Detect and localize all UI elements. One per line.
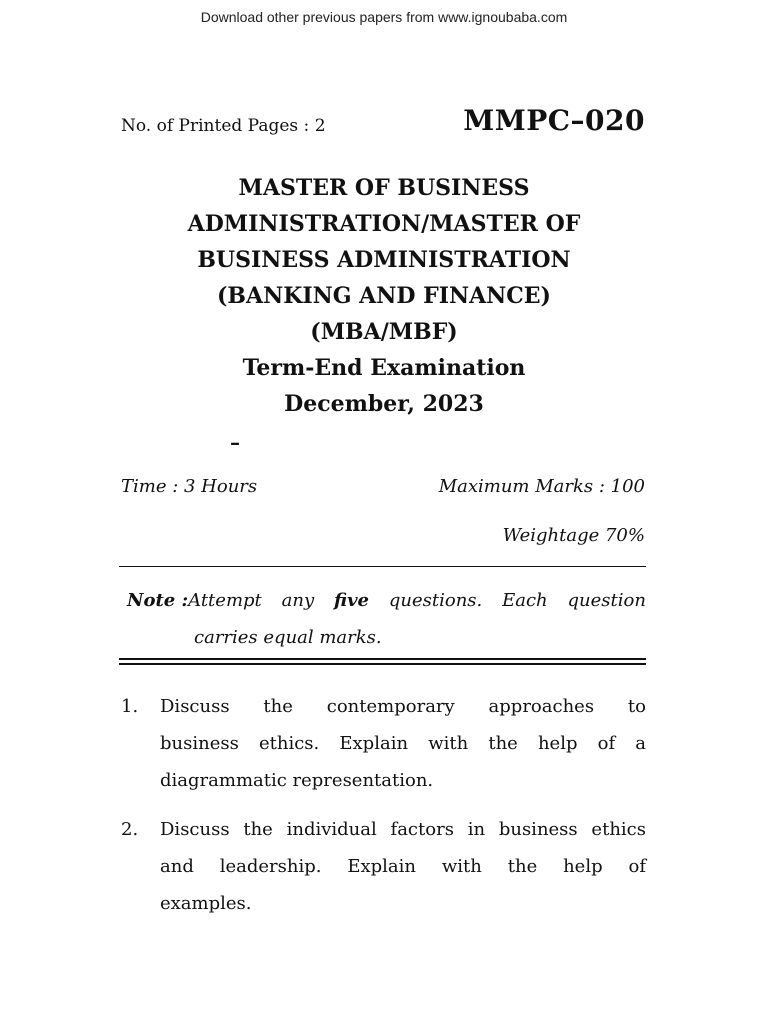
note-word: question — [567, 590, 646, 611]
note-word: questions. — [388, 590, 483, 611]
question-text-line: Discuss the contemporary approaches to — [160, 696, 646, 717]
question-text-line: Discuss the individual factors in business ethics — [160, 819, 646, 840]
double-divider — [119, 658, 646, 665]
question-list — [121, 688, 646, 934]
weightage: Weightage 70% — [502, 525, 645, 546]
note-word: any — [281, 590, 315, 611]
note-first-line — [127, 582, 646, 619]
title-line: ADMINISTRATION/MASTER OF — [187, 211, 581, 237]
question-text-line: diagrammatic representation. — [160, 770, 434, 791]
download-banner: Download other previous papers from www.ignoubaba.com — [200, 9, 568, 25]
note-label: Note : — [127, 590, 189, 611]
title-line: MASTER OF BUSINESS — [238, 175, 530, 201]
maximum-marks: Maximum Marks : 100 — [438, 476, 645, 497]
exam-title — [0, 170, 768, 422]
question-number: 1. — [121, 696, 139, 717]
dash-mark: – — [230, 430, 240, 454]
question-text-line: examples. — [160, 893, 252, 914]
note-word-emphasis: five — [334, 590, 369, 611]
exam-type: Term-End Examination — [242, 355, 526, 381]
time-allowed: Time : 3 Hours — [121, 476, 258, 497]
header-row — [121, 104, 645, 144]
question-item — [121, 811, 646, 922]
question-text-line: business ethics. Explain with the help of a — [160, 733, 646, 754]
question-text-line: and leadership. Explain with the help of — [160, 856, 646, 877]
note-word: Each — [502, 590, 548, 611]
title-line: BUSINESS ADMINISTRATION — [197, 247, 571, 273]
note-segment — [127, 582, 262, 619]
title-line: (BANKING AND FINANCE) — [217, 283, 551, 309]
note-second-line: carries equal marks. — [194, 627, 382, 648]
instructions-note — [127, 582, 646, 656]
note-word: Attempt — [188, 590, 262, 611]
divider — [119, 566, 646, 567]
paper-code: MMPC–020 — [463, 104, 645, 137]
question-number: 2. — [121, 819, 139, 840]
question-item — [121, 688, 646, 799]
printed-pages: No. of Printed Pages : 2 — [121, 116, 326, 136]
exam-date: December, 2023 — [284, 391, 484, 417]
program-code: (MBA/MBF) — [310, 319, 458, 345]
